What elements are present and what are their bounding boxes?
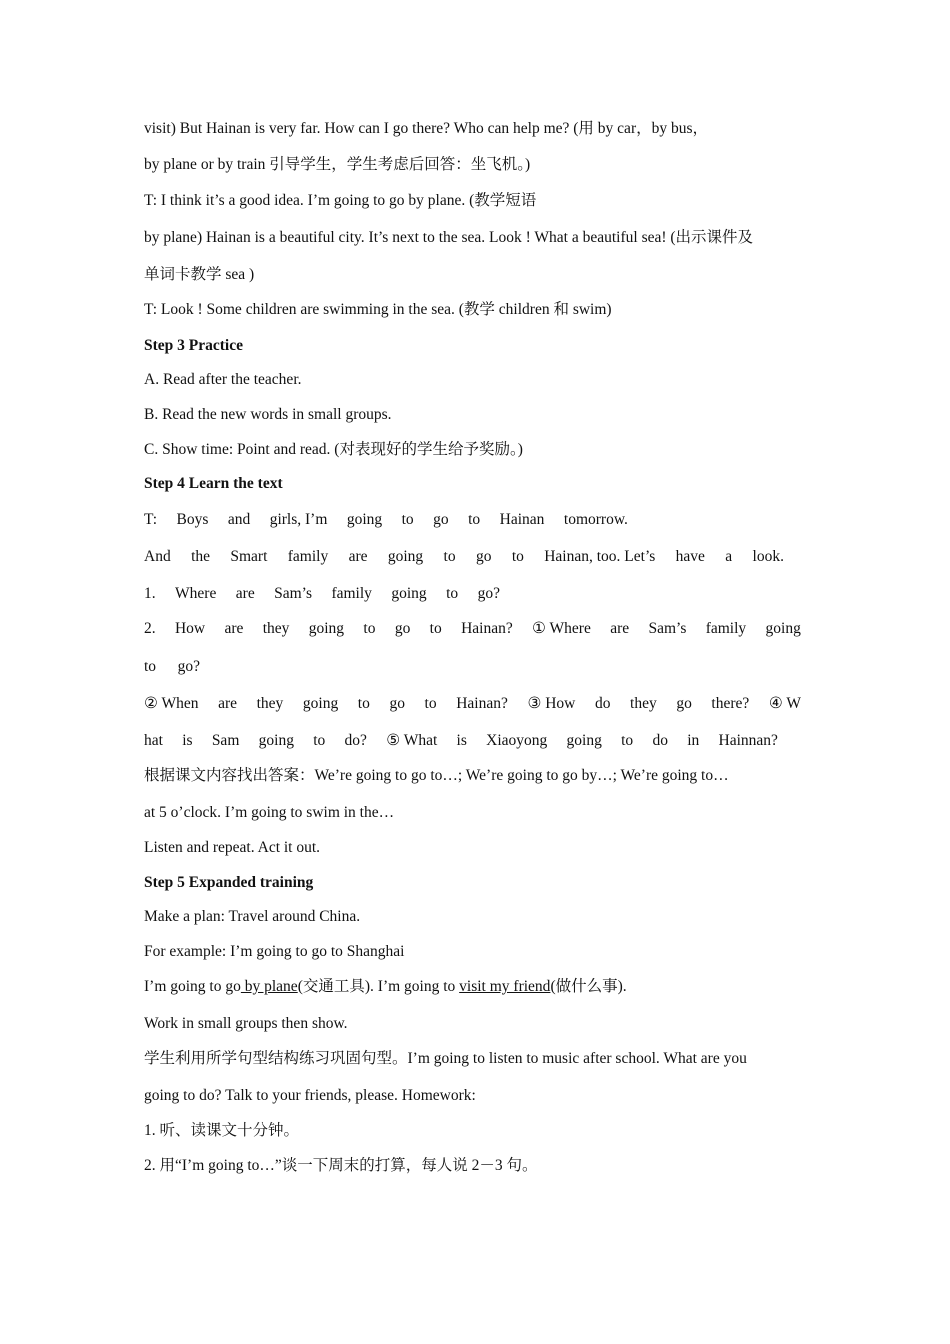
justified-line: [144, 510, 628, 530]
word: they: [256, 695, 284, 712]
justified-line: [144, 584, 500, 604]
word: going: [765, 620, 801, 637]
word: to: [357, 695, 370, 712]
text-line: going to do? Talk to your friends, please. Homework:: [144, 1087, 476, 1104]
text-line: A. Read after the teacher.: [144, 371, 302, 388]
word: look.: [752, 548, 784, 565]
word: family: [287, 548, 329, 565]
text-line: at 5 o’clock. I’m going to swim in the…: [144, 804, 395, 821]
text-line: C. Show time: Point and read. (对表现好的学生给予奖励。): [144, 441, 523, 458]
word: go: [394, 620, 411, 637]
text-line: Make a plan: Travel around China.: [144, 908, 361, 925]
word: going: [391, 585, 427, 602]
word: go: [433, 511, 449, 528]
step-3-heading: Step 3 Practice: [144, 337, 243, 354]
word: ① Where: [532, 620, 591, 637]
word: to: [363, 620, 376, 637]
word: go: [676, 695, 692, 712]
word: going: [566, 732, 602, 749]
word: tomorrow.: [563, 511, 628, 528]
text-line: 学生利用所学句型结构练习巩固句型。I’m going to listen to music after school. What are you: [144, 1050, 747, 1067]
justified-line: [144, 731, 778, 751]
word: going: [258, 732, 294, 749]
word: girls, I’m: [269, 511, 328, 528]
blank-activity: visit my friend: [459, 978, 551, 995]
text-line: 根据课文内容找出答案：We’re going to go to…; We’re going to go by…; We’re going to…: [144, 767, 729, 784]
word: is: [182, 732, 193, 749]
word: go: [389, 695, 405, 712]
justified-line: [144, 694, 801, 714]
word: Where: [175, 585, 217, 602]
text-line: T: Look ! Some children are swimming in the sea. (教学 children 和 swim): [144, 301, 612, 318]
word: family: [331, 585, 372, 602]
word: And: [144, 548, 171, 565]
word: are: [218, 695, 238, 712]
word: they: [630, 695, 657, 712]
word: to: [446, 585, 459, 602]
text-line: by plane or by train 引导学生，学生考虑后回答：坐飞机。): [144, 156, 531, 173]
word: to: [468, 511, 481, 528]
word: Boys: [176, 511, 209, 528]
word: going: [346, 511, 383, 528]
word: to: [424, 695, 437, 712]
word: Hainan?: [456, 695, 508, 712]
word: a: [725, 548, 733, 565]
word: ④ W: [768, 695, 801, 712]
justified-line: [144, 619, 801, 639]
word: are: [235, 585, 255, 602]
example-text: (做什么事).: [550, 978, 627, 995]
example-text: I’m going to go: [144, 978, 241, 995]
word: T:: [144, 511, 158, 528]
text-line: B. Read the new words in small groups.: [144, 406, 392, 423]
word: there?: [711, 695, 750, 712]
example-line: [144, 977, 627, 997]
word: the: [191, 548, 210, 565]
word: is: [456, 732, 467, 749]
word: to: [429, 620, 442, 637]
justified-line: [144, 657, 200, 677]
text-line: T: I think it’s a good idea. I’m going to go by plane. (教学短语: [144, 192, 537, 209]
word: Xiaoyong: [486, 732, 548, 749]
word: do?: [344, 732, 367, 749]
step-4-heading: Step 4 Learn the text: [144, 475, 283, 492]
word: going: [387, 548, 424, 565]
word: do: [652, 732, 668, 749]
word: Hainan, too. Let’s: [544, 548, 656, 565]
text-line: Listen and repeat. Act it out.: [144, 839, 321, 856]
word: family: [705, 620, 747, 637]
word: they: [262, 620, 290, 637]
word: in: [687, 732, 700, 749]
word: 2.: [144, 620, 156, 637]
word: Hainan: [499, 511, 545, 528]
blank-transport: by plane: [240, 978, 298, 995]
word: have: [675, 548, 705, 565]
word: Sam: [211, 732, 240, 749]
text-line: 1. 听、读课文十分钟。: [144, 1122, 300, 1139]
text-line: visit) But Hainan is very far. How can I go there? Who can help me? (用 by car，by bus，: [144, 120, 709, 137]
word: to: [621, 732, 634, 749]
word: to: [511, 548, 524, 565]
word: ③ How: [527, 695, 576, 712]
word: are: [348, 548, 368, 565]
word: are: [224, 620, 244, 637]
word: to: [401, 511, 414, 528]
justified-line: [144, 547, 784, 567]
word: go?: [177, 658, 200, 675]
word: go: [475, 548, 492, 565]
word: 1.: [144, 585, 156, 602]
word: to: [443, 548, 456, 565]
word: Sam’s: [648, 620, 687, 637]
word: Smart: [230, 548, 268, 565]
word: to: [144, 658, 157, 675]
text-line: 单词卡教学 sea ): [144, 266, 255, 283]
step-5-heading: Step 5 Expanded training: [144, 874, 314, 891]
word: hat: [144, 732, 163, 749]
word: ⑤ What: [386, 732, 438, 749]
word: ② When: [144, 695, 199, 712]
word: do: [594, 695, 611, 712]
text-line: Work in small groups then show.: [144, 1015, 348, 1032]
text-line: For example: I’m going to go to Shanghai: [144, 943, 405, 960]
word: How: [174, 620, 206, 637]
text-line: 2. 用“I’m going to…”谈一下周末的打算，每人说 2－3 句。: [144, 1157, 538, 1174]
word: Hainnan?: [718, 732, 778, 749]
word: go?: [477, 585, 500, 602]
text-line: by plane) Hainan is a beautiful city. It’s next to the sea. Look ! What a beautiful sea! (出示课件及: [144, 229, 754, 246]
word: Hainan?: [461, 620, 513, 637]
word: are: [610, 620, 630, 637]
word: going: [308, 620, 345, 637]
example-text: (交通工具). I’m going to: [297, 978, 460, 995]
word: and: [227, 511, 251, 528]
word: going: [302, 695, 339, 712]
word: to: [313, 732, 326, 749]
word: Sam’s: [274, 585, 313, 602]
